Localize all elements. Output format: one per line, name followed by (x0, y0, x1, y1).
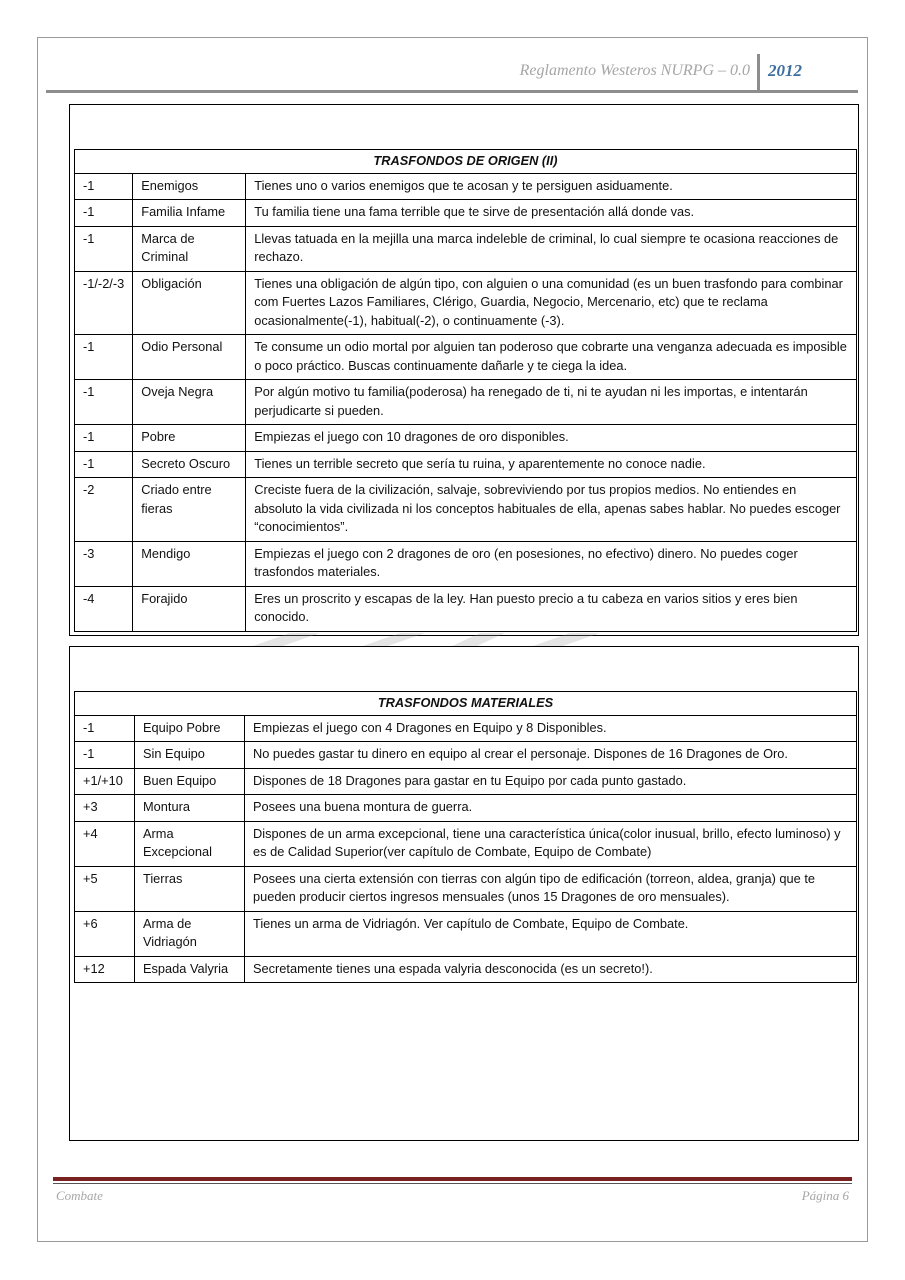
materiales-table (74, 691, 857, 983)
description-cell: Tienes uno o varios enemigos que te acosan y te persiguen asiduamente. (246, 173, 857, 200)
name-cell: Criado entre fieras (133, 478, 246, 542)
description-cell: Por algún motivo tu familia(poderosa) ha renegado de ti, ni te ayudan ni les importas, e intentarán perjudicarte si pueden. (246, 380, 857, 425)
footer-page-number: Página 6 (801, 1188, 849, 1203)
description-cell: Empiezas el juego con 2 dragones de oro (en posesiones, no efectivo) dinero. No puedes coger trasfondos materiales. (246, 541, 857, 586)
table-row (75, 541, 857, 586)
cost-cell: -1 (75, 380, 133, 425)
name-cell: Tierras (135, 866, 245, 911)
cost-cell: -2 (75, 478, 133, 542)
header-separator (757, 54, 760, 90)
table-row (75, 478, 857, 542)
origen-table-title: TRASFONDOS DE ORIGEN (II) (75, 150, 857, 174)
name-cell: Arma Excepcional (135, 821, 245, 866)
cost-cell: -1 (75, 226, 133, 271)
cost-cell: -1 (75, 335, 133, 380)
name-cell: Buen Equipo (135, 768, 245, 795)
table-row (75, 795, 857, 822)
cost-cell: -1/-2/-3 (75, 271, 133, 335)
cost-cell: +4 (75, 821, 135, 866)
table-row (75, 866, 857, 911)
origen-table (74, 149, 857, 632)
table-row (75, 451, 857, 478)
name-cell: Oveja Negra (133, 380, 246, 425)
footer-rule (53, 1177, 852, 1181)
cost-cell: -1 (75, 451, 133, 478)
name-cell: Montura (135, 795, 245, 822)
name-cell: Obligación (133, 271, 246, 335)
table-row (75, 821, 857, 866)
name-cell: Odio Personal (133, 335, 246, 380)
description-cell: Empiezas el juego con 10 dragones de oro disponibles. (246, 425, 857, 452)
description-cell: Te consume un odio mortal por alguien tan poderoso que cobrarte una venganza adecuada es imposible o poco práctico. Buscas continuamente dañarle y te ciega la idea. (246, 335, 857, 380)
origen-table-body (75, 173, 857, 631)
description-cell: Posees una buena montura de guerra. (245, 795, 857, 822)
cost-cell: -1 (75, 173, 133, 200)
table-row (75, 956, 857, 983)
name-cell: Secreto Oscuro (133, 451, 246, 478)
table-row (75, 226, 857, 271)
table-row (75, 768, 857, 795)
cost-cell: +1/+10 (75, 768, 135, 795)
page-header (46, 52, 858, 93)
origen-box (69, 104, 859, 636)
watermark-logo (250, 633, 610, 647)
table-row (75, 742, 857, 769)
description-cell: Eres un proscrito y escapas de la ley. Han puesto precio a tu cabeza en varios sitios y eres bien conocido. (246, 586, 857, 631)
cost-cell: +5 (75, 866, 135, 911)
cost-cell: -3 (75, 541, 133, 586)
header-year: 2012 (768, 61, 802, 80)
description-cell: Secretamente tienes una espada valyria desconocida (es un secreto!). (245, 956, 857, 983)
description-cell: Llevas tatuada en la mejilla una marca indeleble de criminal, lo cual siempre te ocasiona reacciones de rechazo. (246, 226, 857, 271)
cost-cell: -1 (75, 742, 135, 769)
description-cell: Tienes un arma de Vidriagón. Ver capítulo de Combate, Equipo de Combate. (245, 911, 857, 956)
footer-section: Combate (56, 1188, 103, 1203)
cost-cell: -4 (75, 586, 133, 631)
description-cell: No puedes gastar tu dinero en equipo al crear el personaje. Dispones de 16 Dragones de Oro. (245, 742, 857, 769)
table-row (75, 911, 857, 956)
header-title: Reglamento Westeros NURPG – 0.0 (519, 62, 750, 79)
table-row (75, 586, 857, 631)
table-row (75, 425, 857, 452)
table-row (75, 173, 857, 200)
materiales-table-title: TRASFONDOS MATERIALES (75, 692, 857, 716)
name-cell: Sin Equipo (135, 742, 245, 769)
name-cell: Familia Infame (133, 200, 246, 227)
description-cell: Posees una cierta extensión con tierras con algún tipo de edificación (torreon, aldea, granja) que te pueden producir ciertos ingresos mensuales (unos 15 Dragones de oro mensuales). (245, 866, 857, 911)
footer-rule-thin (53, 1183, 852, 1184)
cost-cell: -1 (75, 715, 135, 742)
description-cell: Tu familia tiene una fama terrible que te sirve de presentación allá donde vas. (246, 200, 857, 227)
table-row (75, 715, 857, 742)
table-row (75, 335, 857, 380)
description-cell: Creciste fuera de la civilización, salvaje, sobreviviendo por tus propios medios. No entiendes en absoluto la vida civilizada ni los conceptos habituales de ella, apenas sabes hablar. No puedes escoger “conocimientos”. (246, 478, 857, 542)
cost-cell: +3 (75, 795, 135, 822)
name-cell: Arma de Vidriagón (135, 911, 245, 956)
table-row (75, 271, 857, 335)
description-cell: Empiezas el juego con 4 Dragones en Equipo y 8 Disponibles. (245, 715, 857, 742)
name-cell: Espada Valyria (135, 956, 245, 983)
description-cell: Tienes una obligación de algún tipo, con alguien o una comunidad (es un buen trasfondo para combinar com Fuertes Lazos Familiares, Clérigo, Guardia, Negocio, Mercenario, etc) que te reclama ocasionalmente(-1), habitual(-2), o continuamente (-3). (246, 271, 857, 335)
description-cell: Dispones de un arma excepcional, tiene una característica única(color inusual, brillo, efecto luminoso) y es de Calidad Superior(ver capítulo de Combate, Equipo de Combate) (245, 821, 857, 866)
name-cell: Equipo Pobre (135, 715, 245, 742)
cost-cell: +12 (75, 956, 135, 983)
description-cell: Dispones de 18 Dragones para gastar en tu Equipo por cada punto gastado. (245, 768, 857, 795)
cost-cell: +6 (75, 911, 135, 956)
name-cell: Marca de Criminal (133, 226, 246, 271)
table-row (75, 200, 857, 227)
cost-cell: -1 (75, 200, 133, 227)
materiales-table-body (75, 715, 857, 983)
name-cell: Forajido (133, 586, 246, 631)
name-cell: Pobre (133, 425, 246, 452)
materiales-box (69, 646, 859, 1141)
name-cell: Enemigos (133, 173, 246, 200)
table-row (75, 380, 857, 425)
description-cell: Tienes un terrible secreto que sería tu ruina, y aparentemente no conoce nadie. (246, 451, 857, 478)
cost-cell: -1 (75, 425, 133, 452)
name-cell: Mendigo (133, 541, 246, 586)
